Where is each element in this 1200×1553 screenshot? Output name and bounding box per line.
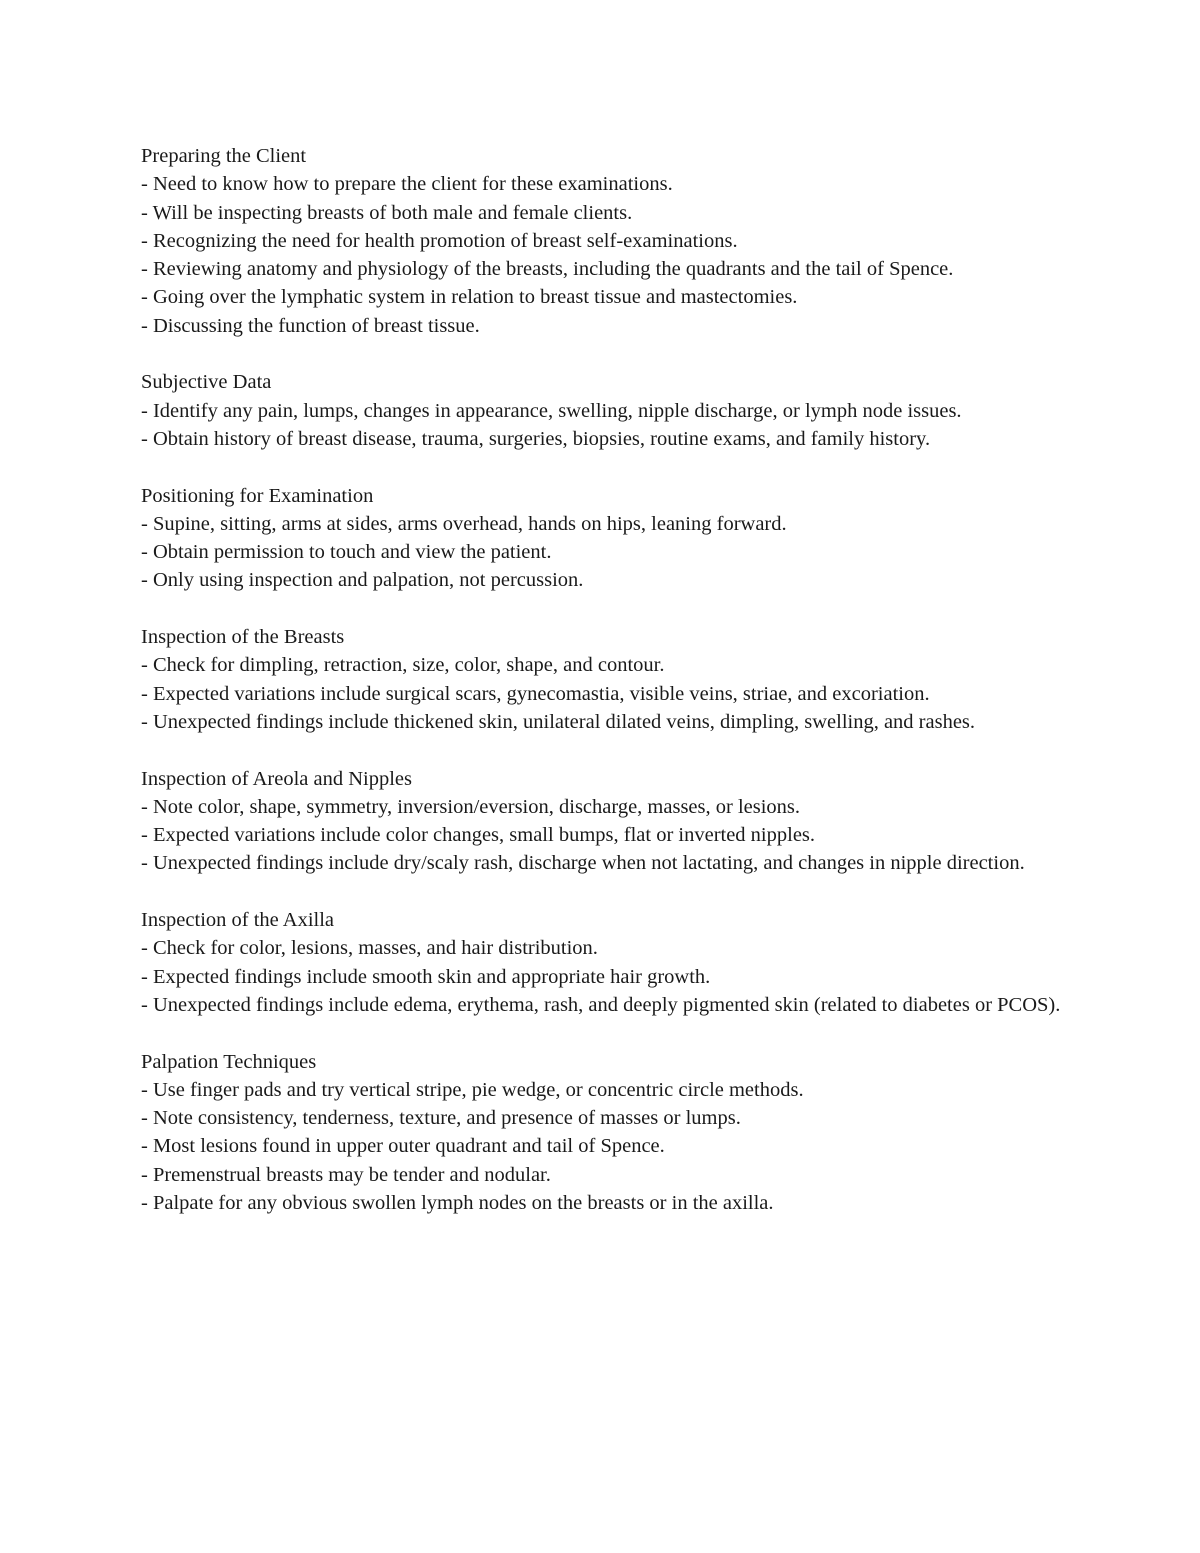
bullet-line: - Premenstrual breasts may be tender and nodular. [141,1163,551,1186]
bullet-line: - Expected variations include surgical scars, gynecomastia, visible veins, striae, and excoriation. [141,682,930,705]
section-subjective-data [141,368,1066,453]
section-heading: Inspection of Areola and Nipples [141,767,412,790]
bullet-line: - Unexpected findings include thickened skin, unilateral dilated veins, dimpling, swelling, and rashes. [141,710,976,733]
bullet-line: - Recognizing the need for health promotion of breast self-examinations. [141,229,738,252]
section-inspection-of-areola-and-nipples [141,765,1066,878]
bullet-line: - Palpate for any obvious swollen lymph nodes on the breasts or in the axilla. [141,1191,774,1214]
section-inspection-of-the-breasts [141,623,1066,736]
section-heading: Subjective Data [141,371,272,394]
section-positioning-for-examination [141,482,1066,595]
document-page [141,142,1066,1246]
bullet-line: - Obtain history of breast disease, trauma, surgeries, biopsies, routine exams, and family history. [141,427,931,450]
section-heading: Inspection of the Breasts [141,626,345,649]
bullet-line: - Expected variations include color changes, small bumps, flat or inverted nipples. [141,824,816,847]
section-heading: Inspection of the Axilla [141,909,334,932]
bullet-line: - Unexpected findings include dry/scaly rash, discharge when not lactating, and changes in nipple direction. [141,852,1025,875]
bullet-line: - Supine, sitting, arms at sides, arms overhead, hands on hips, leaning forward. [141,512,787,535]
bullet-line: - Note consistency, tenderness, texture, and presence of masses or lumps. [141,1107,741,1130]
bullet-line: - Check for dimpling, retraction, size, color, shape, and contour. [141,654,665,677]
bullet-line: - Check for color, lesions, masses, and hair distribution. [141,937,598,960]
bullet-line: - Unexpected findings include edema, erythema, rash, and deeply pigmented skin (related to diabetes or PCOS). [141,993,1061,1016]
bullet-line: - Going over the lymphatic system in relation to breast tissue and mastectomies. [141,286,798,309]
bullet-line: - Will be inspecting breasts of both male and female clients. [141,201,633,224]
bullet-line: - Most lesions found in upper outer quadrant and tail of Spence. [141,1135,665,1158]
section-heading: Positioning for Examination [141,484,374,507]
bullet-line: - Obtain permission to touch and view the patient. [141,541,552,564]
section-inspection-of-the-axilla [141,906,1066,1019]
bullet-line: - Only using inspection and palpation, not percussion. [141,569,584,592]
section-palpation-techniques [141,1048,1066,1218]
section-preparing-the-client [141,142,1066,340]
bullet-line: - Need to know how to prepare the client for these examinations. [141,173,673,196]
bullet-line: - Discussing the function of breast tissue. [141,314,480,337]
bullet-line: - Identify any pain, lumps, changes in appearance, swelling, nipple discharge, or lymph node issues. [141,399,962,422]
section-heading: Preparing the Client [141,145,307,167]
bullet-line: - Use finger pads and try vertical stripe, pie wedge, or concentric circle methods. [141,1078,804,1101]
bullet-line: - Expected findings include smooth skin and appropriate hair growth. [141,965,711,988]
section-heading: Palpation Techniques [141,1050,317,1073]
bullet-line: - Note color, shape, symmetry, inversion/eversion, discharge, masses, or lesions. [141,795,801,818]
bullet-line: - Reviewing anatomy and physiology of the breasts, including the quadrants and the tail of Spence. [141,258,954,281]
